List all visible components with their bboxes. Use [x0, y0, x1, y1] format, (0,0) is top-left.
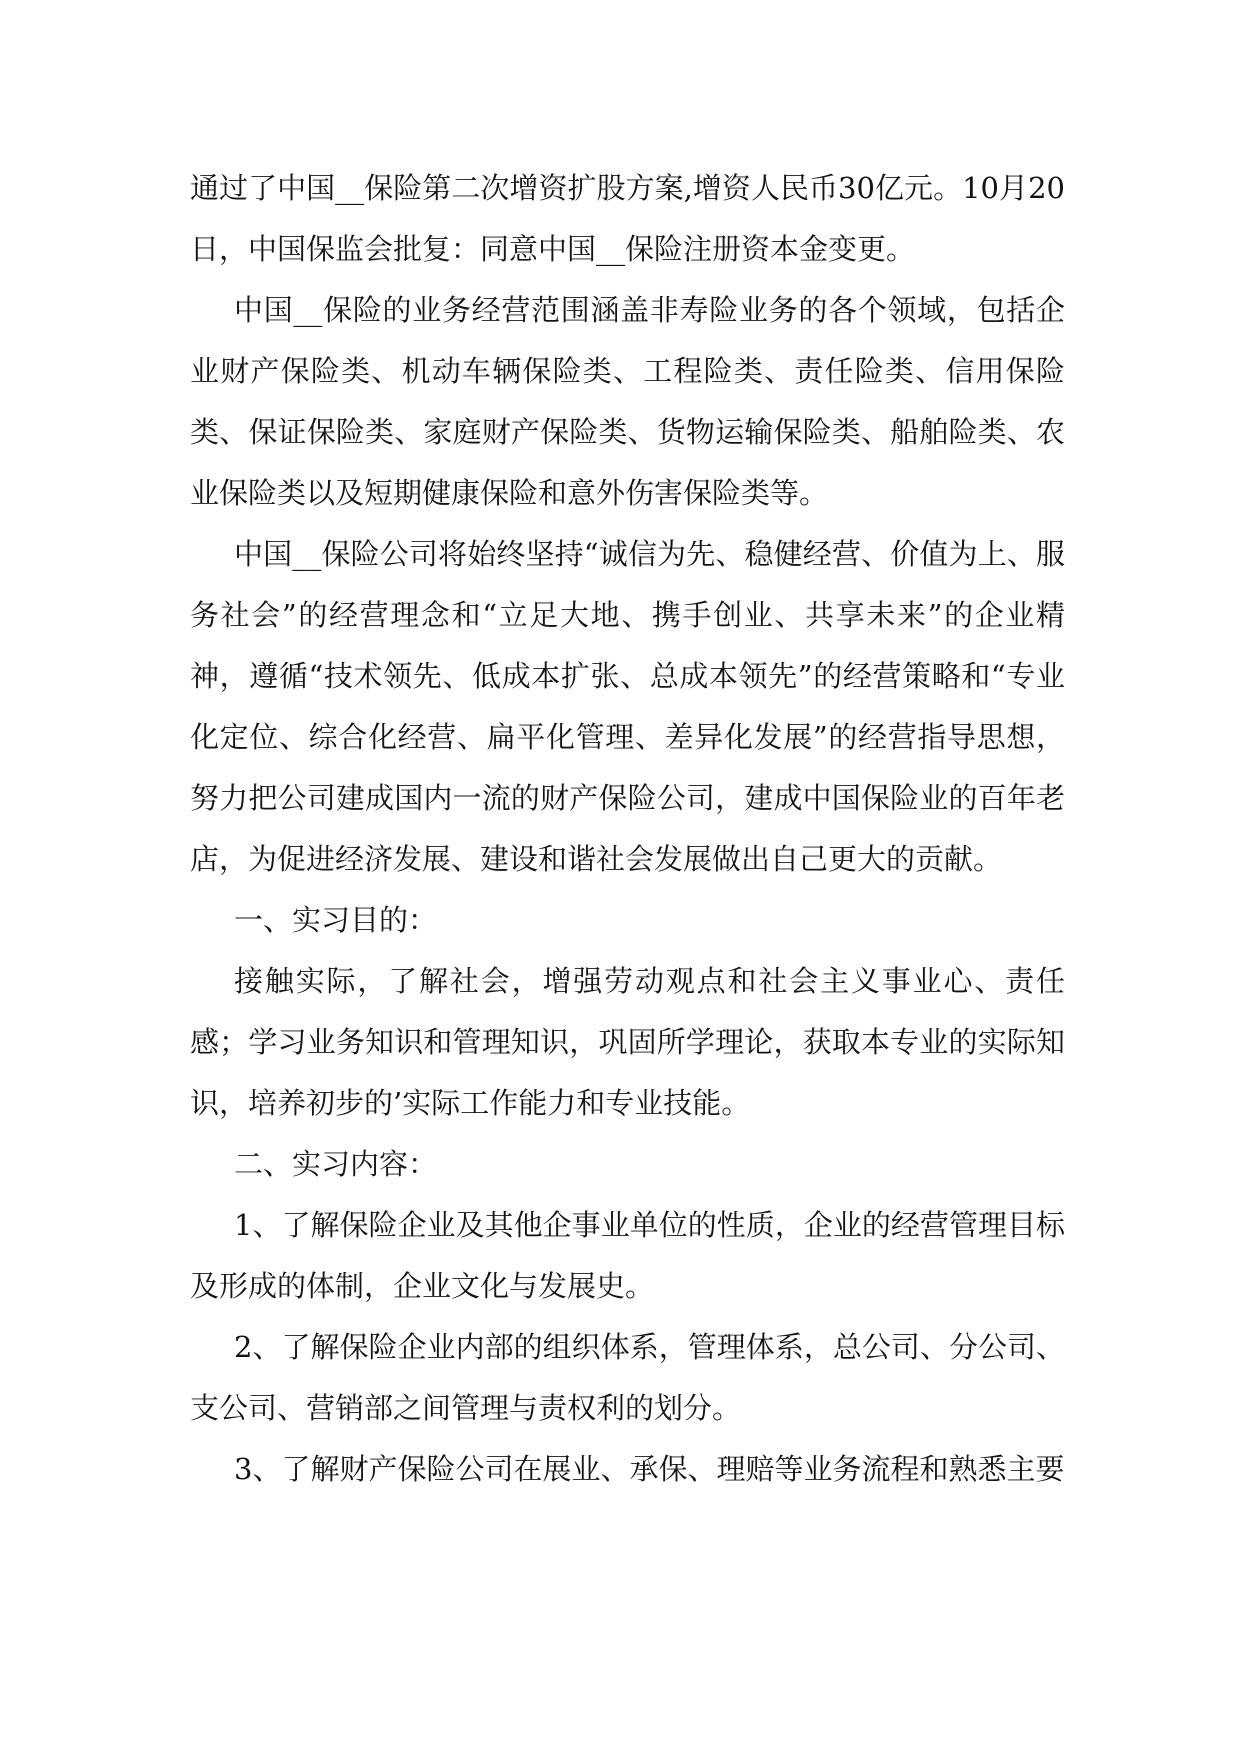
paragraph-purpose: 接触实际，了解社会，增强劳动观点和社会主义事业心、责任感；学习业务知识和管理知识，巩固所学理论，获取本专业的实际知识，培养初步的’实际工作能力和专业技能。 — [190, 964, 1065, 1120]
section-heading-content: 二、实习内容： — [234, 1147, 438, 1181]
content-item-1: 1、了解保险企业及其他企事业单位的性质，企业的经营管理目标及形成的体制，企业文化与发展史。 — [190, 1208, 1065, 1303]
paragraph-2: 中国__保险的业务经营范围涵盖非寿险业务的各个领域，包括企业财产保险类、机动车辆保险类、工程险类、责任险类、信用保险类、保证保险类、家庭财产保险类、货物运输保险类、船舶险类、农业保险类以及短期健康保险和意外伤害保险类等。 — [190, 293, 1065, 510]
document-body — [190, 158, 1065, 1500]
content-item-3: 3、了解财产保险公司在展业、承保、理赔等业务流程和熟悉主要 — [234, 1452, 1065, 1486]
paragraph-1: 通过了中国__保险第二次增资扩股方案,增资人民币30亿元。10月20日，中国保监会批复：同意中国__保险注册资本金变更。 — [190, 171, 1065, 266]
content-item-2: 2、了解保险企业内部的组织体系，管理体系，总公司、分公司、支公司、营销部之间管理与责权利的划分。 — [190, 1330, 1065, 1425]
section-heading-purpose: 一、实习目的： — [234, 903, 438, 937]
paragraph-3: 中国__保险公司将始终坚持“诚信为先、稳健经营、价值为上、服务社会”的经营理念和“立足大地、携手创业、共享未来”的企业精神，遵循“技术领先、低成本扩张、总成本领先”的经营策略和“专业化定位、综合化经营、扁平化管理、差异化发展”的经营指导思想，努力把公司建成国内一流的财产保险公司，建成中国保险业的百年老店，为促进经济发展、建设和谐社会发展做出自己更大的贡献。 — [190, 537, 1065, 876]
